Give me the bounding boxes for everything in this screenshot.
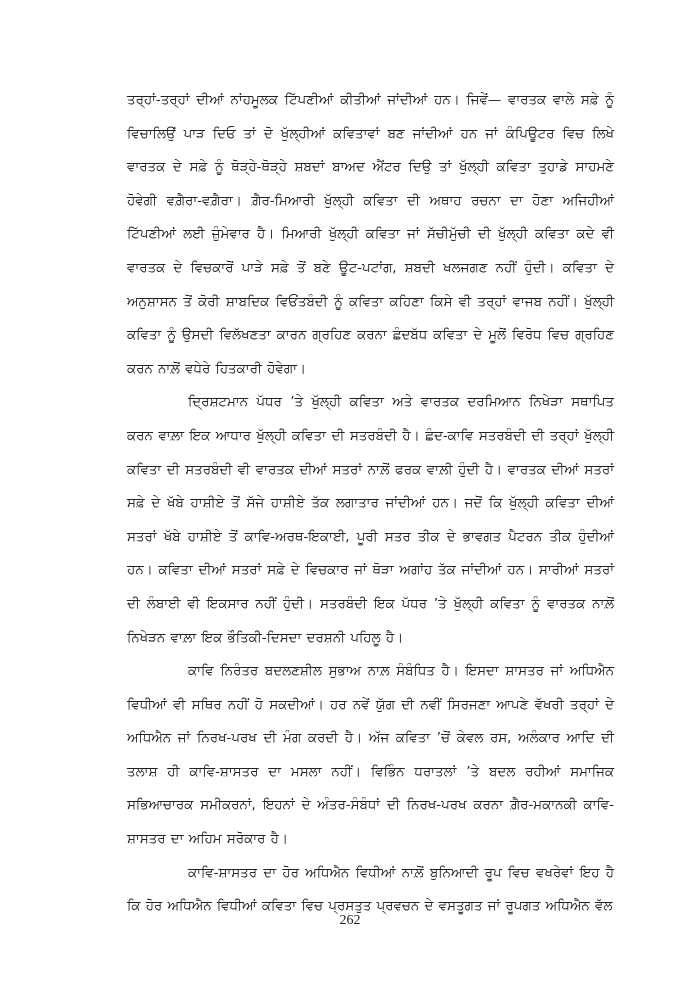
paragraph-1: ਤਰ੍ਹਾਂ-ਤਰ੍ਹਾਂ ਦੀਆਂ ਨਾਂਹਮੂਲਕ ਟਿੱਪਣੀਆਂ ਕੀਤੀਆਂ ਜਾਂਦੀਆਂ ਹਨ। ਜਿਵੇਂ— ਵਾਰਤਕ ਵਾਲੇ ਸਫ਼ੇ ਨੂੰ ਵਿਚਾਲਿਉਂ ਪਾੜ ਦਿਓ ਤਾਂ ਦੋ ਖੁੱਲ੍ਹੀਆਂ ਕਵਿਤਾਵਾਂ ਬਣ ਜਾਂਦੀਆਂ ਹਨ ਜਾਂ ਕੰਪਿਊਟਰ ਵਿਚ ਲਿਖੇ ਵਾਰਤਕ ਦੇ ਸਫ਼ੇ ਨੂੰ ਥੋੜ੍ਹੇ-ਥੋੜ੍ਹੇ ਸ਼ਬਦਾਂ ਬਾਅਦ ਐਂਟਰ ਦਿਉ ਤਾਂ ਖੁੱਲ੍ਹੀ ਕਵਿਤਾ ਤੁਹਾਡੇ ਸਾਹਮਣੇ ਹੋਵੇਗੀ ਵਗ਼ੈਰਾ-ਵਗ਼ੈਰਾ। ਗ਼ੈਰ-ਮਿਆਰੀ ਖੁੱਲ੍ਹੀ ਕਵਿਤਾ ਦੀ ਅਥਾਹ ਰਚਨਾ ਦਾ ਹੋਣਾ ਅਜਿਹੀਆਂ ਟਿੱਪਣੀਆਂ ਲਈ ਜ਼ੁੰਮੇਵਾਰ ਹੈ। ਮਿਆਰੀ ਖੁੱਲ੍ਹੀ ਕਵਿਤਾ ਜਾਂ ਸੱਚੀਮੁੱਚੀ ਦੀ ਖੁੱਲ੍ਹੀ ਕਵਿਤਾ ਕਦੇ ਵੀ ਵਾਰਤਕ ਦੇ ਵਿਚਕਾਰੋਂ ਪਾੜੇ ਸਫ਼ੇ ਤੋਂ ਬਣੇ ਊਟ-ਪਟਾਂਗ, ਸ਼ਬਦੀ ਖਲਜਗਣ ਨਹੀਂ ਹੁੰਦੀ। ਕਵਿਤਾ ਦੇ ਅਨੁਸ਼ਾਸਨ ਤੋਂ ਕੋਰੀ ਸ਼ਾਬਦਿਕ ਵਿਓਂਤਬੰਦੀ ਨੂੰ ਕਵਿਤਾ ਕਹਿਣਾ ਕਿਸੇ ਵੀ ਤਰ੍ਹਾਂ ਵਾਜਬ ਨਹੀਂ। ਖੁੱਲ੍ਹੀ ਕਵਿਤਾ ਨੂੰ ਉਸਦੀ ਵਿਲੱਖਣਤਾ ਕਾਰਨ ਗ੍ਰਹਿਣ ਕਰਨਾ ਛੰਦਬੱਧ ਕਵਿਤਾ ਦੇ ਮੂਲੋਂ ਵਿਰੋਧ ਵਿਚ ਗ੍ਰਹਿਣ ਕਰਨ ਨਾਲ਼ੋਂ ਵਧੇਰੇ ਹਿਤਕਾਰੀ ਹੋਵੇਗਾ। (127, 93, 614, 377)
paragraph-4: ਕਾਵਿ-ਸ਼ਾਸਤਰ ਦਾ ਹੋਰ ਅਧਿਐਨ ਵਿਧੀਆਂ ਨਾਲ਼ੋਂ ਬੁਨਿਆਦੀ ਰੂਪ ਵਿਚ ਵਖਰੇਵਾਂ ਇਹ ਹੈ ਕਿ ਹੋਰ ਅਧਿਐਨ ਵਿਧੀਆਂ ਕਵਿਤਾ ਵਿਚ ਪ੍ਰਸਤੁਤ ਪ੍ਰਵਚਨ ਦੇ ਵਸਤੂਗਤ ਜਾਂ ਰੂਪਗਤ ਅਧਿਐਨ ਵੱਲ (127, 865, 614, 915)
page-body (127, 84, 614, 924)
paragraph-2: ਦ੍ਰਿਸ਼ਟਮਾਨ ਪੱਧਰ ’ਤੇ ਖੁੱਲ੍ਹੀ ਕਵਿਤਾ ਅਤੇ ਵਾਰਤਕ ਦਰਮਿਆਨ ਨਿਖੇੜਾ ਸਥਾਪਿਤ ਕਰਨ ਵਾਲ਼ਾ ਇਕ ਆਧਾਰ ਖੁੱਲ੍ਹੀ ਕਵਿਤਾ ਦੀ ਸਤਰਬੰਦੀ ਹੈ। ਛੰਦ-ਕਾਵਿ ਸਤਰਬੰਦੀ ਦੀ ਤਰ੍ਹਾਂ ਖੁੱਲ੍ਹੀ ਕਵਿਤਾ ਦੀ ਸਤਰਬੰਦੀ ਵੀ ਵਾਰਤਕ ਦੀਆਂ ਸਤਰਾਂ ਨਾਲ਼ੋਂ ਫਰਕ ਵਾਲ਼ੀ ਹੁੰਦੀ ਹੈ। ਵਾਰਤਕ ਦੀਆਂ ਸਤਰਾਂ ਸਫ਼ੇ ਦੇ ਖੱਬੇ ਹਾਸ਼ੀਏ ਤੋਂ ਸੱਜੇ ਹਾਸ਼ੀਏ ਤੱਕ ਲਗਾਤਾਰ ਜਾਂਦੀਆਂ ਹਨ। ਜਦੋਂ ਕਿ ਖੁੱਲ੍ਹੀ ਕਵਿਤਾ ਦੀਆਂ ਸਤਰਾਂ ਖੱਬੇ ਹਾਸ਼ੀਏ ਤੋਂ ਕਾਵਿ-ਅਰਥ-ਇਕਾਈ, ਪੂਰੀ ਸਤਰ ਤੀਕ ਦੇ ਭਾਵਗਤ ਪੈਟਰਨ ਤੀਕ ਹੁੰਦੀਆਂ ਹਨ। ਕਵਿਤਾ ਦੀਆਂ ਸਤਰਾਂ ਸਫ਼ੇ ਦੇ ਵਿਚਕਾਰ ਜਾਂ ਥੋੜਾ ਅਗਾਂਹ ਤੱਕ ਜਾਂਦੀਆਂ ਹਨ। ਸਾਰੀਆਂ ਸਤਰਾਂ ਦੀ ਲੰਬਾਈ ਵੀ ਇਕਸਾਰ ਨਹੀਂ ਹੁੰਦੀ। ਸਤਰਬੰਦੀ ਇਕ ਪੱਧਰ ’ਤੇ ਖੁੱਲ੍ਹੀ ਕਵਿਤਾ ਨੂੰ ਵਾਰਤਕ ਨਾਲ਼ੋਂ ਨਿਖੇੜਨ ਵਾਲ਼ਾ ਇਕ ਭੌਤਿਕੀ-ਦਿਸਦਾ ਦਰਸ਼ਨੀ ਪਹਿਲੂ ਹੈ। (127, 395, 614, 646)
paragraph-3: ਕਾਵਿ ਨਿਰੰਤਰ ਬਦਲਣਸ਼ੀਲ ਸੁਭਾਅ ਨਾਲ਼ ਸੰਬੰਧਿਤ ਹੈ। ਇਸਦਾ ਸ਼ਾਸਤਰ ਜਾਂ ਅਧਿਐਨ ਵਿਧੀਆਂ ਵੀ ਸਥਿਰ ਨਹੀਂ ਹੋ ਸਕਦੀਆਂ। ਹਰ ਨਵੇਂ ਯੁੱਗ ਦੀ ਨਵੀਂ ਸਿਰਜਣਾ ਆਪਣੇ ਵੱਖਰੀ ਤਰ੍ਹਾਂ ਦੇ ਅਧਿਐਨ ਜਾਂ ਨਿਰਖ-ਪਰਖ ਦੀ ਮੰਗ ਕਰਦੀ ਹੈ। ਅੱਜ ਕਵਿਤਾ ’ਚੋਂ ਕੇਵਲ ਰਸ, ਅਲੰਕਾਰ ਆਦਿ ਦੀ ਤਲਾਸ਼ ਹੀ ਕਾਵਿ-ਸ਼ਾਸਤਰ ਦਾ ਮਸਲਾ ਨਹੀਂ। ਵਿਭਿੰਨ ਧਰਾਤਲਾਂ ’ਤੇ ਬਦਲ ਰਹੀਆਂ ਸਮਾਜਿਕ ਸਭਿਆਚਾਰਕ ਸਮੀਕਰਨਾਂ, ਇਹਨਾਂ ਦੇ ਅੰਤਰ-ਸੰਬੰਧਾਂ ਦੀ ਨਿਰਖ-ਪਰਖ ਕਰਨਾ ਗ਼ੈਰ-ਮਕਾਨਕੀ ਕਾਵਿ-ਸ਼ਾਸਤਰ ਦਾ ਅਹਿਮ ਸਰੋਕਾਰ ਹੈ। (127, 664, 614, 848)
page-number: 262 (339, 913, 361, 928)
